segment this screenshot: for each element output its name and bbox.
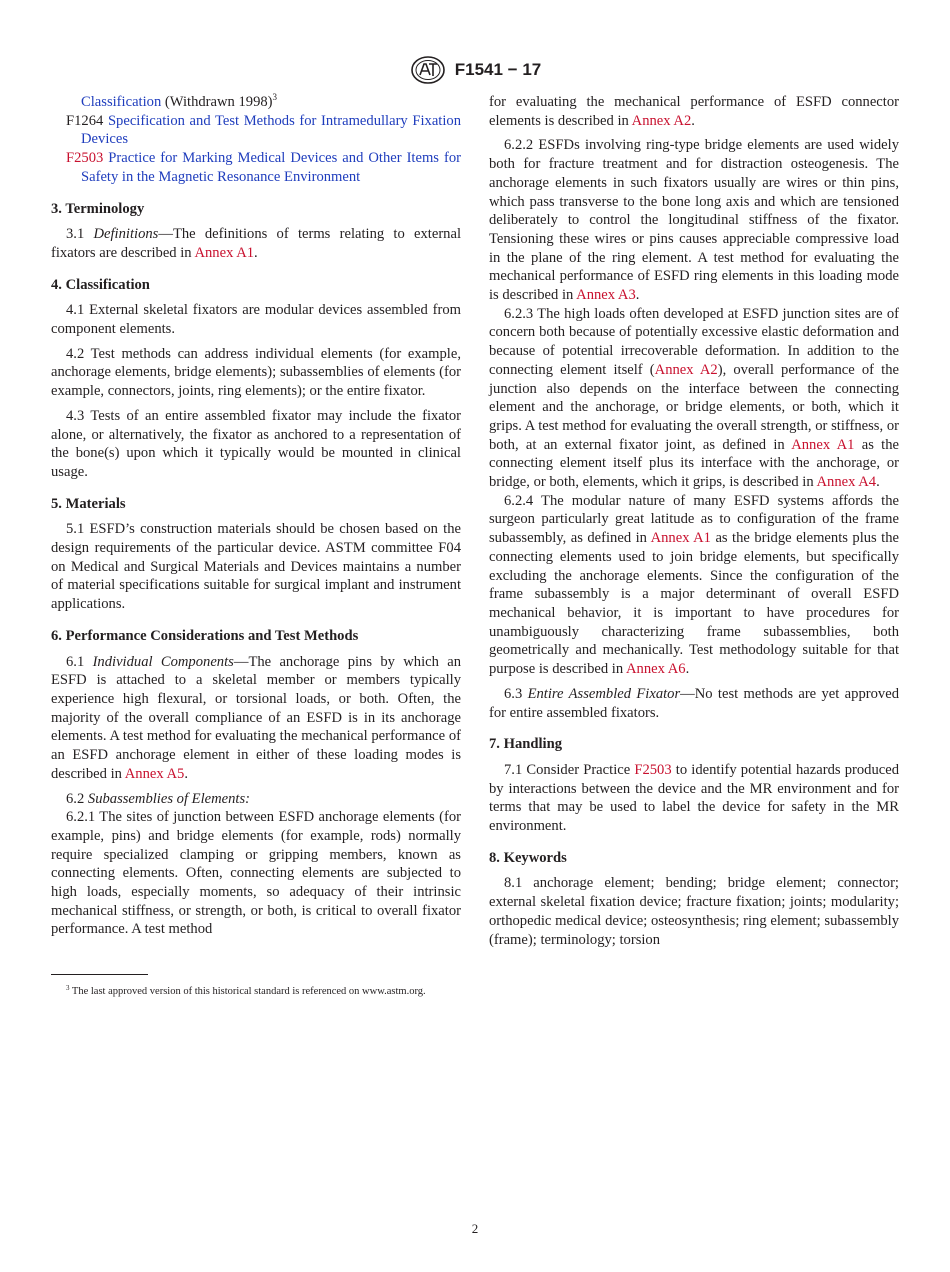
section-heading-materials: 5. Materials <box>51 495 126 512</box>
paragraph-4-1: 4.1 External skeletal fixators are modular devices assembled from component elements. <box>51 302 461 338</box>
annex-a4-link[interactable]: Annex A4 <box>816 474 877 491</box>
annex-a5-link[interactable]: Annex A5 <box>124 765 185 782</box>
classification-link[interactable]: Classification <box>81 94 162 110</box>
paragraph-7-1: 7.1 Consider Practice F2503 to identify potential hazards produced by interactions between the device and the MR environment and for terms that may be used to label the device for safety in the MR environment. <box>489 761 899 835</box>
section-heading-classification: 4. Classification <box>51 276 150 293</box>
paragraph-6-3: 6.3 Entire Assembled Fixator—No test methods are yet approved for entire assembled fixators. <box>489 685 899 721</box>
f2503-code-link[interactable]: F2503 <box>66 150 104 167</box>
paragraph-6-2-1-continued: for evaluating the mechanical performance of ESFD connector elements is described in Annex A2. <box>489 94 899 129</box>
paragraph-3-1: 3.1 Definitions—The definitions of terms relating to external fixators are described in Annex A1. <box>51 226 462 261</box>
standard-designation: F1541 − 17 <box>454 59 542 79</box>
footnote-3: $^3$ The last approved version of this historical standard is referenced on www.astm.org. <box>66 984 426 997</box>
section-heading-handling: 7. Handling <box>489 736 562 753</box>
section-heading-performance: 6. Performance Considerations and Test Methods <box>51 627 359 644</box>
paragraph-6-2-1: 6.2.1 The sites of junction between ESFD anchorage elements (for example, pins) and bridge elements (for example, rods) normally require specialized clamping or gripping members, known as connecting elements. Often, connecting elements are subjected to high loads, especially moments, so adequacy of their intrinsic mechanical stiffness, or strength, or both, is critical to overall fixator performance. A test method <box>51 809 461 938</box>
reference-item-classification: Classification (Withdrawn 1998)$^3$ <box>81 92 278 110</box>
annex-a1-link[interactable]: Annex A1 <box>791 436 855 453</box>
astm-logo-icon <box>409 56 447 84</box>
annex-a3-link[interactable]: Annex A3 <box>576 287 636 304</box>
footnote-divider <box>51 974 148 975</box>
paragraph-8-1: 8.1 anchorage element; bending; bridge element; connector; external skeletal fixation device; fracture fixation; joints; modularity; orthopedic medical device; osteosynthesis; ring element; subassembly (frame); terminology; torsion <box>489 875 899 948</box>
footnote-ref-3[interactable]: 3 <box>272 92 278 102</box>
paragraph-6-2: 6.2 Subassemblies of Elements: <box>66 790 251 807</box>
annex-a2-link[interactable]: Annex A2 <box>631 112 692 129</box>
page-number: 2 <box>471 1221 479 1236</box>
paragraph-6-1: 6.1 Individual Components—The anchorage pins by which an ESFD is attached to a skeletal member or members typically experience high flexural, or torsional loads, or both. Often, the majority of the overall compliance of an ESFD is in its anchorage elements. A test method for evaluating the mechanical performance of an ESFD anchorage element in either of these loading modes is described in Annex A5. <box>51 653 462 782</box>
f1264-title-link[interactable]: Specification and Test Methods for Intramedullary Fixation Devices <box>81 112 461 148</box>
reference-item-f2503 <box>51 149 461 186</box>
annex-a2-link[interactable]: Annex A2 <box>654 361 718 378</box>
page-header <box>0 56 950 84</box>
annex-a6-link[interactable]: Annex A6 <box>626 661 686 678</box>
annex-a1-link[interactable]: Annex A1 <box>650 530 711 547</box>
f2503-title-link[interactable]: Practice for Marking Medical Devices and Other Items for Safety in the Magnetic Resonance Environment <box>81 150 461 185</box>
paragraph-5-1: 5.1 ESFD’s construction materials should be chosen based on the design requirements of the particular device. ASTM committee F04 on Medical and Surgical Materials and Devices maintains a number of material specifications suitable for surgical implant and instrument applications. <box>51 521 461 613</box>
left-column <box>51 93 461 939</box>
section-heading-keywords: 8. Keywords <box>489 849 567 866</box>
section-heading-terminology: 3. Terminology <box>51 200 145 217</box>
paragraph-6-2-4: 6.2.4 The modular nature of many ESFD systems affords the surgeon particularly great latitude as to configuration of the frame subassembly, as defined in Annex A1 as the bridge elements plus the connecting elements used to join bridge elements, but specifically excluding the anchorage elements. Since the configuration of the frame subassembly is a major determinant of overall ESFD mechanical behavior, it is important to have procedures for unambiguously characterizing frame subassemblies, both geometrically and mechanically. Test methodology suitable for that purpose is described in Annex A6. <box>489 492 900 678</box>
annex-a1-link[interactable]: Annex A1 <box>194 244 255 261</box>
paragraph-6-2-2: 6.2.2 ESFDs involving ring-type bridge elements are used widely both for fracture treatment and for distraction osteogenesis. The anchorage elements in such fixators usually are wires or thin pins, which pass transverse to the bone long axis and which are tensioned deliberately to control the longitudinal stiffness of the fixator. Tensioning these wires or pins causes appreciable compressive load in the plane of the ring element. A test method for evaluating the mechanical performance of ESFD ring elements in this loading mode is described in Annex A3. <box>489 137 899 304</box>
paragraph-6-2-3: 6.2.3 The high loads often developed at ESFD junction sites are of concern both because of potentially excessive elastic deformation and because of potential irrecoverable deformation. In addition to the connecting element itself (Annex A2), overall performance of the junction also depends on the interface between the connecting element and the anchorage, or bridge elements, or both, which it grips. A test method for evaluating the overall strength, or stiffness, or both, at an external fixator joint, as defined in Annex A1 as the connecting element itself plus its interface with the anchorage, or bridge, or both, elements, which it grips, is described in Annex A4. <box>489 305 900 491</box>
paragraph-4-3: 4.3 Tests of an entire assembled fixator may include the fixator alone, or alternatively, the fixator as anchored to a representation of the bone(s) upon which it typically would be mounted in clinical usage. <box>51 407 461 480</box>
f2503-practice-link[interactable]: F2503 <box>634 761 672 778</box>
paragraph-4-2: 4.2 Test methods can address individual elements (for example, anchorage elements, bridge elements); subassemblies of elements (for example, connectors, joints, ring elements); or the entire fixator. <box>51 345 461 400</box>
reference-item-f1264: F1264 Specification and Test Methods for Intramedullary Fixation Devices <box>66 112 461 148</box>
right-column <box>489 93 899 955</box>
